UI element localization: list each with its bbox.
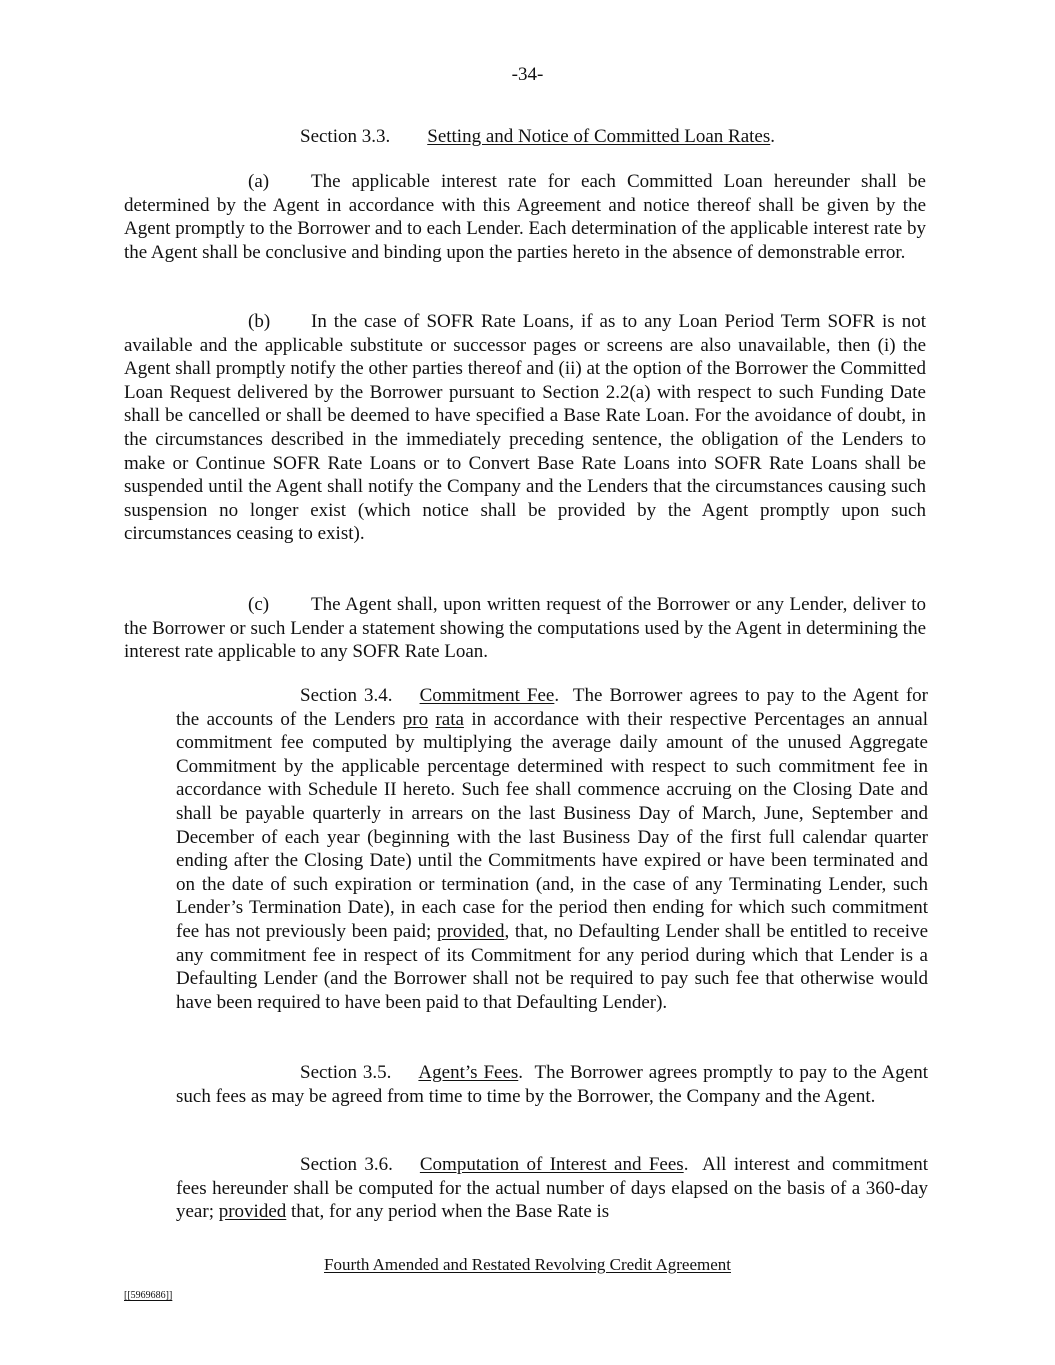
paragraph-c-label: (c) xyxy=(248,594,270,615)
section-3-5-text: The Borrower agrees promptly to pay to the Agent such fees as may be agreed from time to time by the Borrower, the Company and the Agent. xyxy=(176,1062,928,1107)
section-3-3-title: Setting and Notice of Committed Loan Rates xyxy=(427,126,771,147)
paragraph-a-label: (a) xyxy=(248,171,270,192)
section-3-4-paragraph: Section 3.4. Commitment Fee. The Borrower agrees to pay to the Agent for the accounts of the Lenders pro rata in accordance with their respective Percentages an annual commitment fee computed by multiplying the average daily amount of the unused Aggregate Commitment by the applicable percentage determined with respect to such commitment fee in accordance with Schedule II hereto. Such fee shall commence accruing on the Closing Date and shall be payable quarterly in arrears on the last Business Day of March, June, September and December of each year (beginning with the last Business Day of the first full calendar quarter ending after the Closing Date) until the Commitments have expired or have been terminated and on the date of such expiration or termination (and, in the case of any Terminating Lender, such Lender’s Termination Date), in each case for the period then ending for which such commitment fee has not previously been paid; provided, that, no Defaulting Lender shall be entitled to receive any commitment fee in respect of its Commitment for any period during which that Lender is a Defaulting Lender (and the Borrower shall not be required to pay such fee that otherwise would have been required to have been paid to that Defaulting Lender). xyxy=(176,685,929,1013)
section-3-3-paragraph-c xyxy=(124,593,926,664)
section-3-6-text-1: All interest and commitment fees hereunder shall be computed for the actual number of days elapsed on the basis of a 360-day year; xyxy=(176,1154,928,1223)
section-3-6-number: Section 3.6. xyxy=(300,1154,393,1175)
provided-term: provided xyxy=(436,920,505,942)
section-3-5-number: Section 3.5. xyxy=(300,1062,392,1083)
paragraph-b-text: In the case of SOFR Rate Loans, if as to any Loan Period Term SOFR is not available and the applicable substitute or successor pages or screens are also unavailable, then (i) the Agent shall promptly notify the other parties thereof and (ii) at the option of the Borrower the Committed Loan Request delivered by the Borrower pursuant to Section 2.2(a) with respect to such Funding Date shall be cancelled or shall be deemed to have specified a Base Rate Loan. For the avoidance of doubt, in the circumstances described in the immediately preceding sentence, the obligation of the Lenders to make or Continue SOFR Rate Loans or to Convert Base Rate Loans into SOFR Rate Loans shall be suspended until the Agent shall notify the Company and the Lenders that the circumstances causing such suspension no longer exist (which notice shall be provided by the Agent promptly upon such circumstances ceasing to exist). xyxy=(124,311,926,545)
rata-term: rata xyxy=(435,708,464,730)
section-3-3-number: Section 3.3. xyxy=(300,126,391,147)
section-3-3-paragraph-b xyxy=(124,310,926,546)
section-3-4-number: Section 3.4. xyxy=(300,685,393,706)
pro-term: pro xyxy=(402,708,429,730)
footer-title-text: Fourth Amended and Restated Revolving Credit Agreement xyxy=(324,1255,731,1274)
section-3-4-text-1: The Borrower agrees to pay to the Agent for the accounts of the Lenders xyxy=(176,685,928,730)
section-3-5-title: Agent’s Fees xyxy=(418,1062,519,1083)
section-3-6-title: Computation of Interest and Fees xyxy=(419,1154,684,1175)
section-3-4-text-3: , that, no Defaulting Lender shall be entitled to receive any commitment fee in respect of its Commitment for any period during which that Lender is a Defaulting Lender (and the Borrower shall not be required to pay such fee that otherwise would have been required to have been paid to that Defaulting Lender). xyxy=(176,920,929,1013)
section-3-6-paragraph: Section 3.6. Computation of Interest and Fees. All interest and commitment fees hereunder shall be computed for the actual number of days elapsed on the basis of a 360-day year; provided that, for any period when the Base Rate is xyxy=(176,1154,928,1223)
section-3-6-text-2: that, for any period when the Base Rate is xyxy=(291,1201,610,1223)
paragraph-c-text: The Agent shall, upon written request of the Borrower or any Lender, deliver to the Borrower or such Lender a statement showing the computations used by the Agent in determining the interest rate applicable to any SOFR Rate Loan. xyxy=(124,594,926,663)
document-id-text: [[5969686]] xyxy=(124,1290,173,1301)
document-id xyxy=(124,1290,172,1302)
paragraph-a-text: The applicable interest rate for each Committed Loan hereunder shall be determined by the Agent in accordance with this Agreement and notice thereof shall be given by the Agent promptly to the Borrower and to each Lender. Each determination of the applicable interest rate by the Agent shall be conclusive and binding upon the parties hereto in the absence of demonstrable error. xyxy=(124,171,926,263)
section-3-4-title: Commitment Fee xyxy=(419,685,555,706)
section-3-5-paragraph: Section 3.5. Agent’s Fees. The Borrower agrees promptly to pay to the Agent such fees as may be agreed from time to time by the Borrower, the Company and the Agent. xyxy=(176,1062,928,1107)
provided-term: provided xyxy=(218,1201,287,1223)
section-3-4-text-2: in accordance with their respective Percentages an annual commitment fee computed by multiplying the average daily amount of the unused Aggregate Commitment by the applicable percentage determined with respect to such commitment fee in accordance with Schedule II hereto. Such fee shall commence accruing on the Closing Date and shall be payable quarterly in arrears on the last Business Day of March, June, September and December of each year (beginning with the last Business Day of the first full calendar quarter ending after the Closing Date) until the Commitments have expired or have been terminated and on the date of such expiration or termination (and, in the case of any Terminating Lender, such Lender’s Termination Date), in each case for the period then ending for which such commitment fee has not previously been paid; xyxy=(176,708,929,942)
footer-title xyxy=(0,1254,1055,1276)
section-3-3-paragraph-a xyxy=(124,170,926,264)
paragraph-b-label: (b) xyxy=(248,311,271,332)
section-3-3-heading: Section 3.3. Setting and Notice of Committed Loan Rates. xyxy=(300,126,775,147)
page-number: -34- xyxy=(511,64,544,85)
